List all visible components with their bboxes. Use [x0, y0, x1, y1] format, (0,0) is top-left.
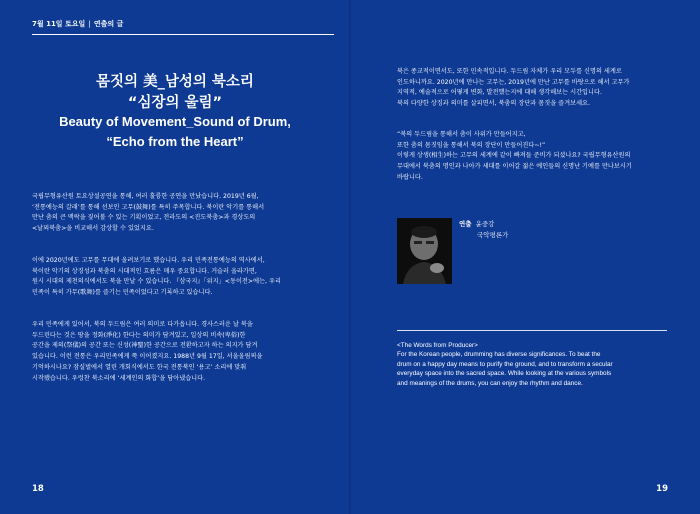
header-rule: [32, 34, 334, 35]
right-paragraph-1: [397, 67, 667, 110]
text-line: drum on a happy day means to purify the ground, and to transform a secular: [397, 360, 613, 368]
text-line: 원시 시대의 제천의식에서도 북을 만날 수 있습니다. 『삼국지』「위지」<동이전>에는, 우리: [32, 278, 281, 286]
text-line: 공간을 제의(祭儀)의 공간 또는 신성(神聖)한 공간으로 전환하고자 하는 의지가 담겨: [32, 342, 258, 350]
producer-note-heading: <The Words from Producer>: [397, 342, 478, 349]
text-line: 무대에서 북춤의 명인과 나아가 세대를 이어갈 젊은 예인들의 신명난 기예를 만나보시기: [397, 163, 632, 171]
text-line: ‘전통예능의 갈래’를 통해 선보인 고무(鼓舞)를 특히 주목합니다. 북이란 악기를 통해서: [32, 203, 265, 211]
text-line: 북은 종교적이면서도, 또한 민속적입니다. 두드림 자체가 우리 모두를 신명의 세계로: [397, 68, 622, 75]
text-line: 기억하시나요? 잠실벌에서 열린 개회식에서도 한국 전통북인 ‘용고’ 소리에 맞춰: [32, 363, 247, 371]
left-paragraph-2: [32, 256, 302, 299]
credit-title: 국악평론가: [477, 231, 509, 239]
text-line: 만난 춤의 큰 맥락을 짚어볼 수 있는 기획이었고, 전라도의 <진도북춤>과 경상도의: [32, 214, 256, 222]
right-page: [350, 0, 700, 514]
text-line: 북의 다양한 상징과 의미를 살피면서, 북춤의 장단과 몸짓을 즐겨보세요.: [397, 100, 591, 108]
text-line: everyday space into the sacred space. While looking at the various symbols: [397, 370, 612, 378]
text-line: 북이란 악기의 상징성과 북춤의 시대적인 흐름은 매우 중요합니다. 거슬러 올라가면,: [32, 267, 257, 275]
header-section: 연출의 글: [93, 20, 124, 28]
text-line: 이렇게 상생(相生)하는 고무의 세계에 같이 빠져들 준비가 되셨나요? 국립무형유산원의: [397, 152, 631, 160]
producer-note: [397, 341, 677, 388]
text-line: and meanings of the drums, you can enjoy the rhythm and dance.: [397, 379, 583, 387]
director-portrait-photo: [397, 218, 452, 284]
text-line: 우리 민족에게 있어서, 북의 두드림은 여러 의미로 다가옵니다. 경사스러운 날 북을: [32, 321, 253, 328]
text-line: 민족이 특히 가무(歌舞)를 즐기는 민족이었다고 기록하고 있습니다.: [32, 289, 213, 297]
credit-role: 연출: [459, 220, 472, 228]
page-header: [32, 19, 123, 29]
text-line: 있습니다. 이런 전통은 우리민족에게 쭉 이어졌지요. 1988년 9월 17일, 서울올림픽을: [32, 353, 263, 361]
page-number-left: 18: [32, 484, 44, 494]
text-line: 두드린다는 것은 땅을 정화(淨化) 한다는 의미가 담겨있고, 일상의 비속(卑俗)한: [32, 331, 246, 339]
text-line: 바랍니다.: [397, 173, 423, 181]
text-line: 시작됐습니다. 우렁찬 북소리에 ‘세계인의 화합’을 담아냈습니다.: [32, 374, 206, 382]
left-paragraph-1: [32, 192, 302, 235]
text-line: For the Korean people, drumming has diverse significances. To beat the: [397, 351, 601, 359]
text-line: 지역적, 예술적으로 어떻게 변화, 발전했는지에 대해 생각해보는 시간입니다.: [397, 89, 602, 97]
right-paragraph-2: [397, 130, 667, 184]
text-line: 또한 춤의 몸짓임을 통해서 북의 장단이 만들어진다~!”: [397, 141, 546, 149]
left-paragraph-3: [32, 320, 302, 384]
text-line: 이에 2020년에도 고무를 무대에 올려보기로 했습니다. 우리 민족전통예능의 역사에서,: [32, 257, 265, 264]
title-english-line2: “Echo from the Heart”: [106, 134, 244, 149]
header-separator: |: [88, 20, 91, 28]
text-line: 인도하니까요. 2020년에 만나는 고무는, 2019년에 만난 고무를 바탕으로 해서 고무가: [397, 78, 630, 86]
section-divider: [397, 330, 667, 331]
header-date: 7월 11일 토요일: [32, 20, 86, 28]
page-number-right: 19: [656, 484, 668, 494]
title-english-line1: Beauty of Movement_Sound of Drum,: [59, 114, 291, 129]
text-line: “북의 두드림을 통해서 춤이 사위가 만들어지고,: [397, 131, 526, 138]
text-line: 국립무형유산원 토요상설공연을 통해, 여러 훌륭한 공연을 만났습니다. 2019년 6월,: [32, 193, 259, 200]
title-korean-line2: “심장의 울림”: [127, 95, 223, 111]
director-credit: [459, 219, 508, 241]
text-line: <날뫼북춤>을 비교해서 감상할 수 있었지요.: [32, 225, 154, 233]
title-korean-line1: 몸짓의 美_남성의 북소리: [96, 74, 254, 90]
credit-name: 윤중강: [475, 220, 495, 228]
